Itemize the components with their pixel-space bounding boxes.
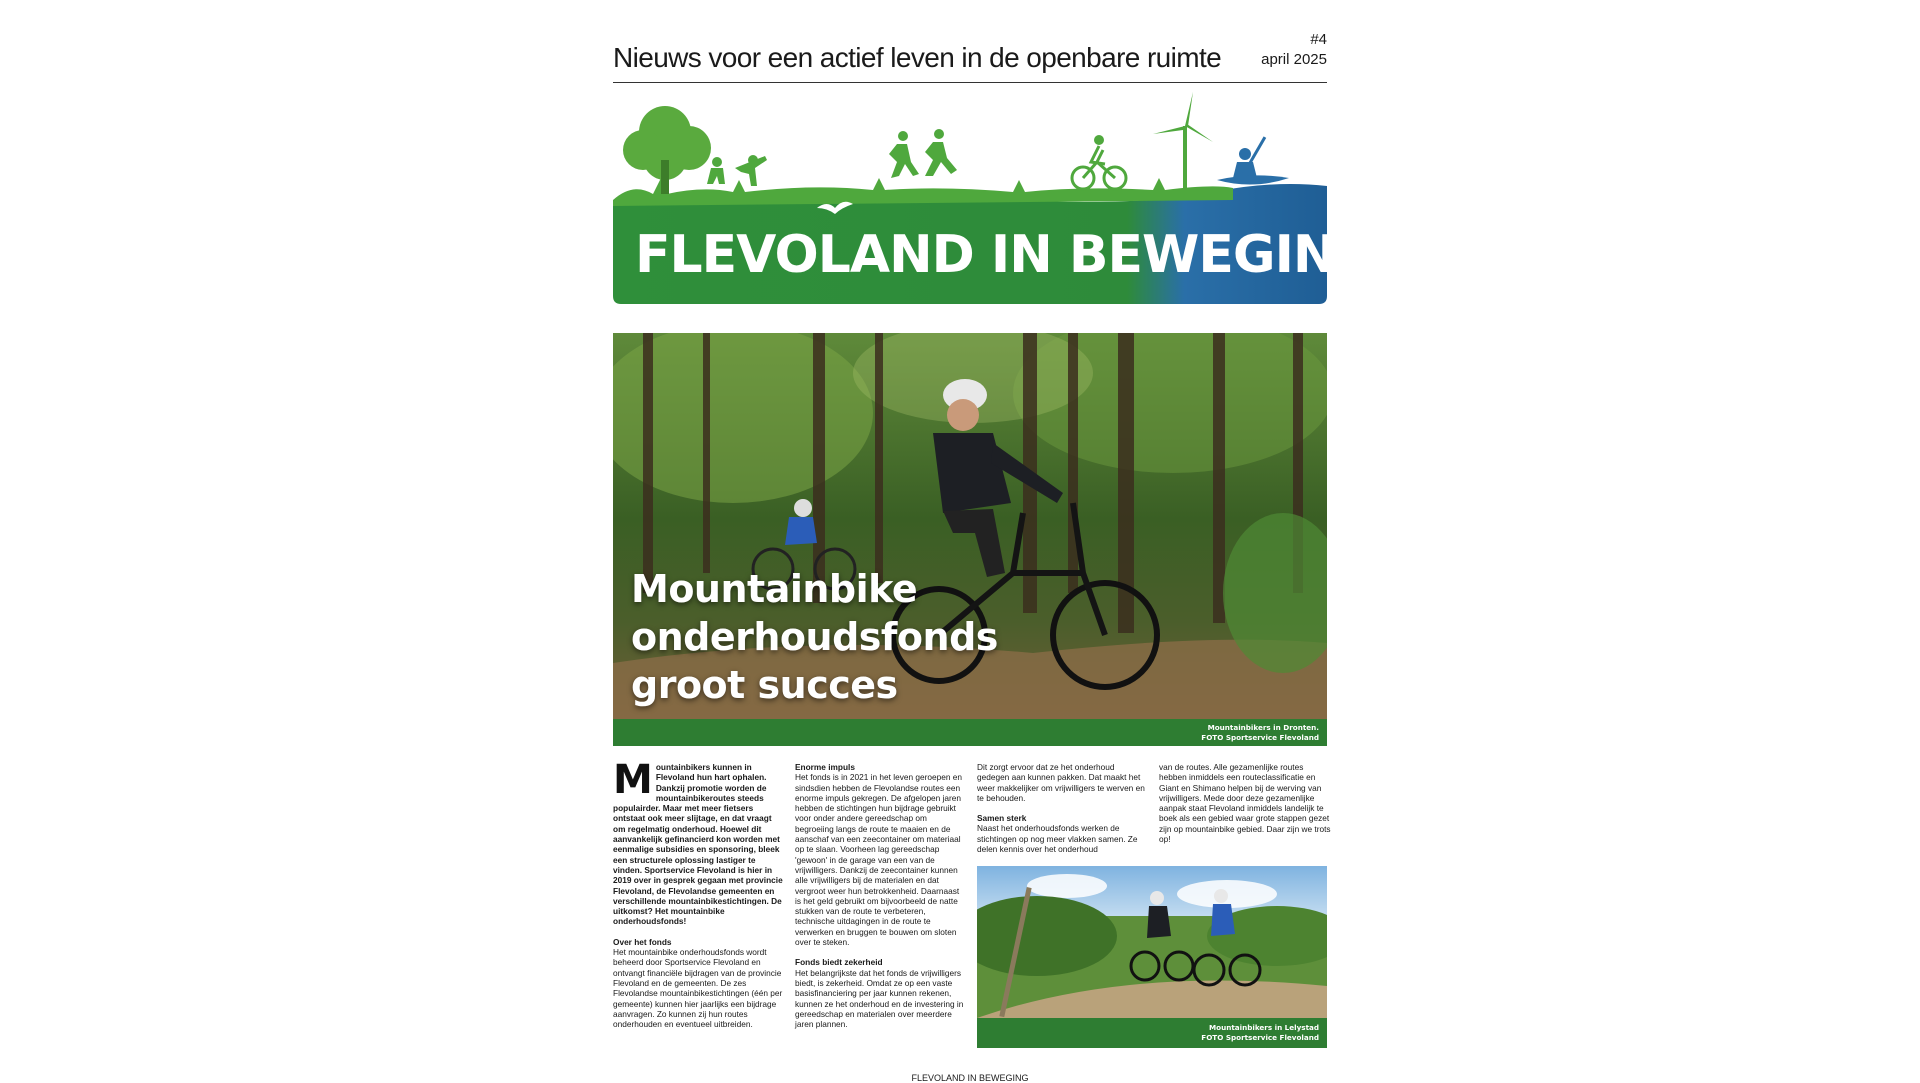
newsletter-page: [613, 0, 1378, 1083]
article-column-3: [977, 762, 1149, 864]
column-4-text: van de routes. Alle gezamenlijke routes hebben inmiddels een routeclassificatie en Giant en Shimano helpen bij de werving van vrijwilligers. Mede door deze gezamenlijke aanpak staat Flevoland inmiddels landelijk te boek als een gebied waar grote stappen gezet zijn op mountainbike gebied. Daar zijn we trots op!: [1159, 762, 1331, 845]
masthead-title: FLEVOLAND IN BEWEGING: [635, 225, 1378, 285]
hero-headline-line2: onderhoudsfonds: [631, 615, 998, 659]
article-column-2: [795, 762, 967, 1039]
issue-date: april 2025: [1261, 51, 1327, 68]
photo2-caption: [1201, 1023, 1319, 1043]
countryside-cyclists-photo: [977, 866, 1327, 1018]
article-lead: ountainbikers kunnen in Flevoland hun hart ophalen. Dankzij promotie worden de mountainbikeroutes steeds populairder. Maar met meer fietsers ontstaat ook meer slijtage, en dat vraagt om regelmatig onderhoud. Hoewel dit aanvankelijk gefinancierd kon worden met eenmalige subsidies en sponsoring, bleek een structurele oplossing lastiger te vinden. Sportservice Flevoland is hier in 2019 over in gesprek gegaan met provincie Flevoland, de Flevolandse gemeenten en verschillende mountainbikestichtingen. De uitkomst? Het mountainbike onderhoudsfonds!: [613, 762, 783, 927]
footer: FLEVOLAND IN BEWEGING: [911, 1073, 1029, 1083]
column-3-text: Dit zorgt ervoor dat ze het onderhoud gedegen aan kunnen pakken. Dat maakt het weer makkelijker om vrijwilligers te werven en te behouden.: [977, 762, 1145, 803]
section-title-fonds-biedt-zekerheid: Fonds biedt zekerheid: [795, 957, 883, 968]
hero-caption-bar: [613, 719, 1327, 746]
hero-caption: [1201, 723, 1319, 743]
issue-info: [1261, 30, 1327, 70]
tagline: Nieuws voor een actief leven in de openbare ruimte: [613, 42, 1222, 73]
section-text-fonds-biedt-zekerheid: Het belangrijkste dat het fonds de vrijwilligers biedt, is zekerheid. Omdat ze op een vaste basisfinanciering per jaar kunnen rekenen, kunnen ze het onderhoud en de investering in gereedschap en materialen over meerdere jaren plannen.: [795, 967, 964, 1030]
children-playing-icon: [707, 155, 767, 186]
hero-photo: [613, 333, 1327, 746]
kayaker-icon: [1217, 136, 1289, 184]
hero-caption-line1: Mountainbikers in Dronten.: [1207, 723, 1319, 732]
hero-caption-line2: FOTO Sportservice Flevoland: [1201, 733, 1319, 742]
section-text-over-het-fonds: Het mountainbike onderhoudsfonds wordt beheerd door Sportservice Flevoland en ontvangt financiële bijdragen van de provincie Flevoland en de gemeenten. De zes Flevolandse mountainbikestichtingen (één per gemeente) kunnen hier jaarlijks een bijdrage aanvragen. Zo kunnen zij hun routes onderhouden en eventueel uitbreiden.: [613, 947, 783, 1030]
photo2-caption-bar: [977, 1018, 1327, 1048]
section-text-enorme-impuls: Het fonds is in 2021 in het leven geroepen en sindsdien hebben de Flevolandse routes een enorme impuls gekregen. De afgelopen jaren hebben de stichtingen hun bijdrage gebruikt voor onder andere gereedschap om begroeiing langs de route te maaien en de aanschaf van een zeecontainer om materiaal op te slaan. Voorheen lag gereedschap 'gewoon' in de garage van een van de vrijwilligers. Dankzij de zeecontainer kunnen alle vrijwilligers bij de materialen en dat vergroot weer hun betrokkenheid. Daarnaast is het geld gebruikt om bijvoorbeeld de natte stukken van de route te verbeteren, technische uitdagingen in de route te verwerken en bruggen te bouwen om sloten over te steken.: [795, 772, 962, 948]
runners-icon: [889, 129, 957, 178]
hero-headline: [631, 565, 998, 709]
section-title-over-het-fonds: Over het fonds: [613, 936, 672, 947]
article-column-4: [1159, 762, 1331, 854]
section-title-enorme-impuls: Enorme impuls: [795, 762, 855, 772]
photo2-caption-line1: Mountainbikers in Lelystad: [1209, 1023, 1319, 1032]
header-bar: [613, 22, 1327, 83]
section-text-samen-sterk: Naast het onderhoudsfonds werken de stichtingen op nog meer vlakken samen. Ze delen kennis over het onderhoud: [977, 823, 1138, 855]
cyclist-icon: [1072, 135, 1126, 189]
section-title-samen-sterk: Samen sterk: [977, 813, 1027, 824]
wind-turbine-icon: [1153, 92, 1213, 194]
photo2-caption-line2: FOTO Sportservice Flevoland: [1201, 1033, 1319, 1042]
masthead-banner: [613, 82, 1378, 304]
tree-icon: [623, 106, 711, 194]
lelystad-photo: [977, 866, 1327, 1048]
hero-headline-line3: groot succes: [631, 663, 898, 707]
hero-headline-line1: Mountainbike: [631, 567, 918, 611]
issue-number: #4: [1310, 31, 1327, 48]
article-column-1: [613, 757, 785, 1039]
drop-cap: M: [613, 757, 653, 803]
